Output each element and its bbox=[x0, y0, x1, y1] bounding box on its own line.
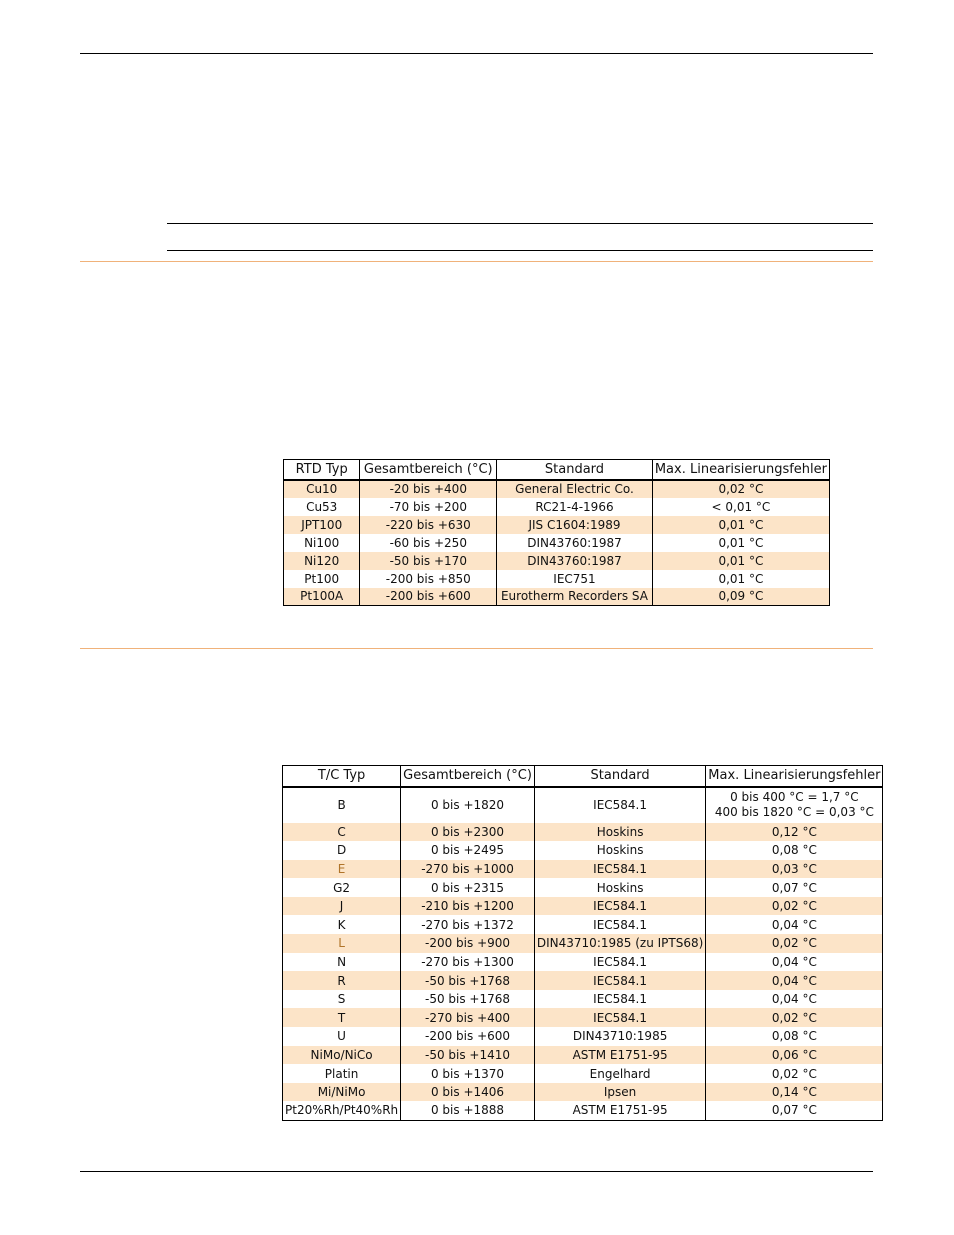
footer-rule bbox=[80, 1171, 873, 1172]
table-row bbox=[283, 915, 883, 934]
cell-typ: E bbox=[283, 860, 401, 879]
cell-error: 0,07 °C bbox=[706, 878, 883, 897]
cell-typ: K bbox=[283, 915, 401, 934]
table-row bbox=[283, 860, 883, 879]
cell-range: -210 bis +1200 bbox=[401, 897, 535, 916]
cell-range: 0 bis +1406 bbox=[401, 1083, 535, 1102]
cell-error: 0,08 °C bbox=[706, 841, 883, 860]
section-rule-bottom bbox=[167, 250, 873, 251]
cell-typ: Pt100A bbox=[284, 588, 360, 606]
rtd-header-typ: RTD Typ bbox=[284, 460, 360, 480]
cell-range: 0 bis +1820 bbox=[401, 787, 535, 823]
table-row bbox=[284, 516, 830, 534]
cell-error: 0,06 °C bbox=[706, 1046, 883, 1065]
cell-range: 0 bis +1888 bbox=[401, 1101, 535, 1120]
cell-typ: Ni120 bbox=[284, 552, 360, 570]
rtd-header-error: Max. Linearisierungsfehler bbox=[652, 460, 829, 480]
cell-standard: IEC584.1 bbox=[534, 897, 705, 916]
cell-range: 0 bis +2495 bbox=[401, 841, 535, 860]
tc-header-typ: T/C Typ bbox=[283, 766, 401, 787]
cell-range: -50 bis +1768 bbox=[401, 971, 535, 990]
cell-error-line: 0 bis 400 °C = 1,7 °C bbox=[730, 790, 859, 804]
cell-standard: IEC584.1 bbox=[534, 860, 705, 879]
cell-typ: G2 bbox=[283, 878, 401, 897]
cell-typ: T bbox=[283, 1008, 401, 1027]
cell-standard: Hoskins bbox=[534, 878, 705, 897]
cell-error: < 0,01 °C bbox=[652, 498, 829, 516]
cell-standard: Engelhard bbox=[534, 1064, 705, 1083]
table-row bbox=[283, 787, 883, 823]
cell-typ: N bbox=[283, 953, 401, 972]
cell-standard: IEC584.1 bbox=[534, 990, 705, 1009]
cell-range: -220 bis +630 bbox=[360, 516, 497, 534]
cell-error: 0,02 °C bbox=[706, 1064, 883, 1083]
table-row bbox=[283, 823, 883, 842]
cell-error: 0,02 °C bbox=[706, 1008, 883, 1027]
table-row bbox=[283, 990, 883, 1009]
rtd-table bbox=[283, 459, 830, 606]
cell-typ: Cu53 bbox=[284, 498, 360, 516]
cell-range: -50 bis +1768 bbox=[401, 990, 535, 1009]
tc-header-standard: Standard bbox=[534, 766, 705, 787]
cell-error: 0,08 °C bbox=[706, 1027, 883, 1046]
cell-error: 0,02 °C bbox=[652, 480, 829, 498]
tc-header-error: Max. Linearisierungsfehler bbox=[706, 766, 883, 787]
table-row bbox=[283, 953, 883, 972]
cell-range: -200 bis +850 bbox=[360, 570, 497, 588]
cell-range: 0 bis +2315 bbox=[401, 878, 535, 897]
cell-typ: C bbox=[283, 823, 401, 842]
rtd-header-standard: Standard bbox=[497, 460, 653, 480]
tc-header-range: Gesamtbereich (°C) bbox=[401, 766, 535, 787]
cell-standard: DIN43760:1987 bbox=[497, 552, 653, 570]
cell-range: -270 bis +1300 bbox=[401, 953, 535, 972]
table-row bbox=[283, 897, 883, 916]
cell-range: -270 bis +1372 bbox=[401, 915, 535, 934]
cell-typ: D bbox=[283, 841, 401, 860]
cell-standard: IEC584.1 bbox=[534, 787, 705, 823]
cell-standard: IEC584.1 bbox=[534, 915, 705, 934]
table-row bbox=[283, 1101, 883, 1120]
cell-typ: Cu10 bbox=[284, 480, 360, 498]
cell-range: -60 bis +250 bbox=[360, 534, 497, 552]
cell-typ: Ni100 bbox=[284, 534, 360, 552]
cell-error bbox=[706, 787, 883, 823]
table-row bbox=[284, 570, 830, 588]
cell-standard: ASTM E1751-95 bbox=[534, 1046, 705, 1065]
cell-typ: Platin bbox=[283, 1064, 401, 1083]
cell-typ: R bbox=[283, 971, 401, 990]
table-row bbox=[283, 1008, 883, 1027]
cell-error: 0,01 °C bbox=[652, 516, 829, 534]
cell-standard: DIN43760:1987 bbox=[497, 534, 653, 552]
cell-error: 0,04 °C bbox=[706, 990, 883, 1009]
header-rule bbox=[80, 53, 873, 54]
cell-error: 0,14 °C bbox=[706, 1083, 883, 1102]
cell-typ: NiMo/NiCo bbox=[283, 1046, 401, 1065]
cell-typ: JPT100 bbox=[284, 516, 360, 534]
tc-header-row bbox=[283, 766, 883, 787]
section-divider-rtd bbox=[80, 261, 873, 262]
cell-error: 0,02 °C bbox=[706, 897, 883, 916]
table-row bbox=[283, 1027, 883, 1046]
cell-error: 0,07 °C bbox=[706, 1101, 883, 1120]
tc-table bbox=[282, 765, 883, 1121]
table-row bbox=[283, 1083, 883, 1102]
cell-error: 0,01 °C bbox=[652, 534, 829, 552]
cell-standard: Hoskins bbox=[534, 823, 705, 842]
cell-error: 0,03 °C bbox=[706, 860, 883, 879]
table-row bbox=[284, 552, 830, 570]
cell-range: -50 bis +1410 bbox=[401, 1046, 535, 1065]
cell-standard: JIS C1604:1989 bbox=[497, 516, 653, 534]
cell-typ: U bbox=[283, 1027, 401, 1046]
cell-error: 0,04 °C bbox=[706, 915, 883, 934]
cell-typ: Mi/NiMo bbox=[283, 1083, 401, 1102]
cell-typ: B bbox=[283, 787, 401, 823]
cell-typ: Pt20%Rh/Pt40%Rh bbox=[283, 1101, 401, 1120]
section-rule-top bbox=[167, 223, 873, 224]
cell-range: -50 bis +170 bbox=[360, 552, 497, 570]
cell-error: 0,02 °C bbox=[706, 934, 883, 953]
cell-range: -20 bis +400 bbox=[360, 480, 497, 498]
cell-range: -270 bis +400 bbox=[401, 1008, 535, 1027]
cell-error: 0,01 °C bbox=[652, 570, 829, 588]
cell-error: 0,04 °C bbox=[706, 971, 883, 990]
cell-typ: J bbox=[283, 897, 401, 916]
table-row bbox=[283, 878, 883, 897]
cell-standard: Hoskins bbox=[534, 841, 705, 860]
cell-range: 0 bis +1370 bbox=[401, 1064, 535, 1083]
cell-standard: General Electric Co. bbox=[497, 480, 653, 498]
table-row bbox=[284, 498, 830, 516]
cell-standard: ASTM E1751-95 bbox=[534, 1101, 705, 1120]
cell-range: -200 bis +600 bbox=[401, 1027, 535, 1046]
cell-standard: RC21-4-1966 bbox=[497, 498, 653, 516]
table-row bbox=[283, 971, 883, 990]
table-row bbox=[283, 841, 883, 860]
cell-standard: IEC751 bbox=[497, 570, 653, 588]
cell-standard: IEC584.1 bbox=[534, 953, 705, 972]
cell-error: 0,01 °C bbox=[652, 552, 829, 570]
cell-range: 0 bis +2300 bbox=[401, 823, 535, 842]
cell-standard: Eurotherm Recorders SA bbox=[497, 588, 653, 606]
cell-error: 0,04 °C bbox=[706, 953, 883, 972]
table-row bbox=[284, 480, 830, 498]
cell-range: -200 bis +900 bbox=[401, 934, 535, 953]
cell-typ: Pt100 bbox=[284, 570, 360, 588]
table-row bbox=[283, 934, 883, 953]
cell-error: 0,12 °C bbox=[706, 823, 883, 842]
cell-typ: L bbox=[283, 934, 401, 953]
cell-standard: IEC584.1 bbox=[534, 1008, 705, 1027]
table-row bbox=[283, 1046, 883, 1065]
cell-range: -270 bis +1000 bbox=[401, 860, 535, 879]
cell-typ: S bbox=[283, 990, 401, 1009]
table-row bbox=[283, 1064, 883, 1083]
table-row bbox=[284, 534, 830, 552]
cell-standard: IEC584.1 bbox=[534, 971, 705, 990]
cell-error: 0,09 °C bbox=[652, 588, 829, 606]
section-divider-tc bbox=[80, 648, 873, 649]
cell-standard: DIN43710:1985 bbox=[534, 1027, 705, 1046]
cell-error-line: 400 bis 1820 °C = 0,03 °C bbox=[714, 805, 874, 819]
rtd-header-range: Gesamtbereich (°C) bbox=[360, 460, 497, 480]
cell-range: -70 bis +200 bbox=[360, 498, 497, 516]
cell-standard: DIN43710:1985 (zu IPTS68) bbox=[534, 934, 705, 953]
rtd-header-row bbox=[284, 460, 830, 480]
table-row bbox=[284, 588, 830, 606]
cell-range: -200 bis +600 bbox=[360, 588, 497, 606]
cell-standard: Ipsen bbox=[534, 1083, 705, 1102]
